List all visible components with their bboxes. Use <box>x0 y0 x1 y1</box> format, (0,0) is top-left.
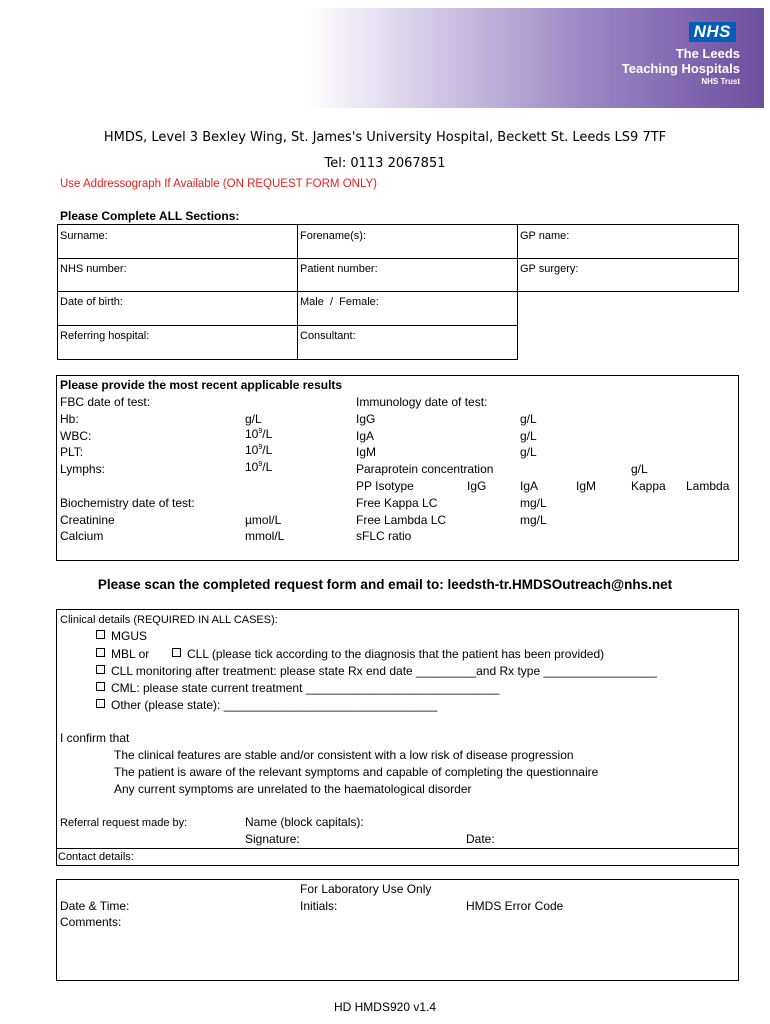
cml-checkbox[interactable] <box>96 682 105 691</box>
confirm-statement-3: Any current symptoms are unrelated to the haematological disorder <box>114 782 472 796</box>
plt-unit: $10^9/L$ <box>245 443 273 457</box>
referring-hospital-field[interactable]: Referring hospital: <box>60 330 150 342</box>
initials-field[interactable]: Initials: <box>300 899 338 913</box>
forenames-field[interactable]: Forename(s): <box>300 230 367 242</box>
patient-details-grid <box>57 224 739 360</box>
igm-label[interactable]: IgM <box>356 445 377 459</box>
wbc-unit: $10^9/L$ <box>245 427 273 441</box>
cll-monitoring-checkbox[interactable] <box>96 665 105 674</box>
plt-label[interactable]: PLT: <box>60 445 84 459</box>
surname-field[interactable]: Surname: <box>60 230 108 242</box>
hospital-address: HMDS, Level 3 Bexley Wing, St. James's University Hospital, Beckett St. Leeds LS9 7TF <box>103 130 667 145</box>
nhs-number-field[interactable]: NHS number: <box>60 263 127 275</box>
results-heading: Please provide the most recent applicable results <box>60 378 343 392</box>
consultant-field[interactable]: Consultant: <box>300 330 356 342</box>
fbc-date-label[interactable]: FBC date of test: <box>60 395 151 409</box>
pp-isotype-label: PP Isotype <box>356 479 414 493</box>
gp-surgery-field[interactable]: GP surgery: <box>520 263 579 275</box>
mbl-option[interactable]: MBL or <box>96 647 149 661</box>
cml-option[interactable]: CML: please state current treatment _____________________________ <box>96 681 499 695</box>
sex-field[interactable]: Male / Female: <box>300 296 379 308</box>
dob-field[interactable]: Date of birth: <box>60 296 123 308</box>
patient-section-heading: Please Complete ALL Sections: <box>60 209 240 223</box>
mgus-option[interactable]: MGUS <box>96 629 147 643</box>
other-option[interactable]: Other (please state): ________________________________ <box>96 698 437 712</box>
confirm-statement-1: The clinical features are stable and/or consistent with a low risk of disease progression <box>114 748 574 762</box>
telephone: Tel: 0113 2067851 <box>324 156 446 171</box>
contact-details-field[interactable]: Contact details: <box>58 851 134 863</box>
mbl-checkbox[interactable] <box>96 648 105 657</box>
trust-name-line3: NHS Trust <box>701 77 740 86</box>
free-kappa-unit: mg/L <box>520 496 547 510</box>
name-block-field[interactable]: Name (block capitals): <box>245 815 364 829</box>
free-lambda-label[interactable]: Free Lambda LC <box>356 513 447 527</box>
creatinine-label[interactable]: Creatinine <box>60 513 115 527</box>
cll-monitoring-option[interactable]: CLL monitoring after treatment: please state Rx end date _________and Rx type _________________ <box>96 664 657 678</box>
confirm-heading: I confirm that <box>60 731 130 745</box>
signature-field[interactable]: Signature: <box>245 832 300 846</box>
sflc-ratio-label[interactable]: sFLC ratio <box>356 529 412 543</box>
referral-by-label: Referral request made by: <box>60 817 188 829</box>
iga-label[interactable]: IgA <box>356 429 375 443</box>
biochem-date-label[interactable]: Biochemistry date of test: <box>60 496 195 510</box>
isotype-igm-option[interactable]: IgM <box>576 479 597 493</box>
lymphs-unit: $10^9/L$ <box>245 460 273 474</box>
scan-email-note: Please scan the completed request form and email to: leedsth-tr.HMDSOutreach@nhs.net <box>97 577 673 592</box>
other-checkbox[interactable] <box>96 699 105 708</box>
paraprotein-unit: g/L <box>631 462 648 476</box>
isotype-lambda-option[interactable]: Lambda <box>686 479 730 493</box>
hb-label[interactable]: Hb: <box>60 412 79 426</box>
date-field[interactable]: Date: <box>466 832 495 846</box>
igg-unit: g/L <box>520 412 537 426</box>
hb-unit: g/L <box>245 412 262 426</box>
addressograph-note: Use Addressograph If Available (ON REQUEST FORM ONLY) <box>60 178 378 190</box>
mgus-checkbox[interactable] <box>96 630 105 639</box>
iga-unit: g/L <box>520 429 537 443</box>
header-banner <box>60 8 764 108</box>
paraprotein-label[interactable]: Paraprotein concentration <box>356 462 494 476</box>
isotype-kappa-option[interactable]: Kappa <box>631 479 666 493</box>
creatinine-unit: µmol/L <box>245 513 282 527</box>
immunology-date-label[interactable]: Immunology date of test: <box>356 395 488 409</box>
igg-label[interactable]: IgG <box>356 412 376 426</box>
gp-name-field[interactable]: GP name: <box>520 230 570 242</box>
calcium-unit: mmol/L <box>245 529 285 543</box>
comments-field[interactable]: Comments: <box>60 915 122 929</box>
date-time-field[interactable]: Date & Time: <box>60 899 130 913</box>
trust-name-line1: The Leeds <box>675 46 740 61</box>
lab-use-heading: For Laboratory Use Only <box>300 882 432 896</box>
isotype-iga-option[interactable]: IgA <box>520 479 539 493</box>
error-code-field[interactable]: HMDS Error Code <box>466 899 564 913</box>
isotype-igg-option[interactable]: IgG <box>467 479 487 493</box>
form-version-footer: HD HMDS920 v1.4 <box>333 1000 437 1014</box>
cll-option[interactable]: CLL (please tick according to the diagnosis that the patient has been provided) <box>172 647 604 661</box>
free-kappa-label[interactable]: Free Kappa LC <box>356 496 438 510</box>
igm-unit: g/L <box>520 445 537 459</box>
nhs-logo: NHS <box>689 22 736 42</box>
free-lambda-unit: mg/L <box>520 513 547 527</box>
cll-checkbox[interactable] <box>172 648 181 657</box>
patient-number-field[interactable]: Patient number: <box>300 263 378 275</box>
wbc-label[interactable]: WBC: <box>60 429 92 443</box>
lymphs-label[interactable]: Lymphs: <box>60 462 105 476</box>
confirm-statement-2: The patient is aware of the relevant symptoms and capable of completing the questionnaire <box>114 765 599 779</box>
trust-name-line2: Teaching Hospitals <box>621 61 740 76</box>
clinical-heading: Clinical details (REQUIRED IN ALL CASES): <box>60 614 278 626</box>
calcium-label[interactable]: Calcium <box>60 529 104 543</box>
